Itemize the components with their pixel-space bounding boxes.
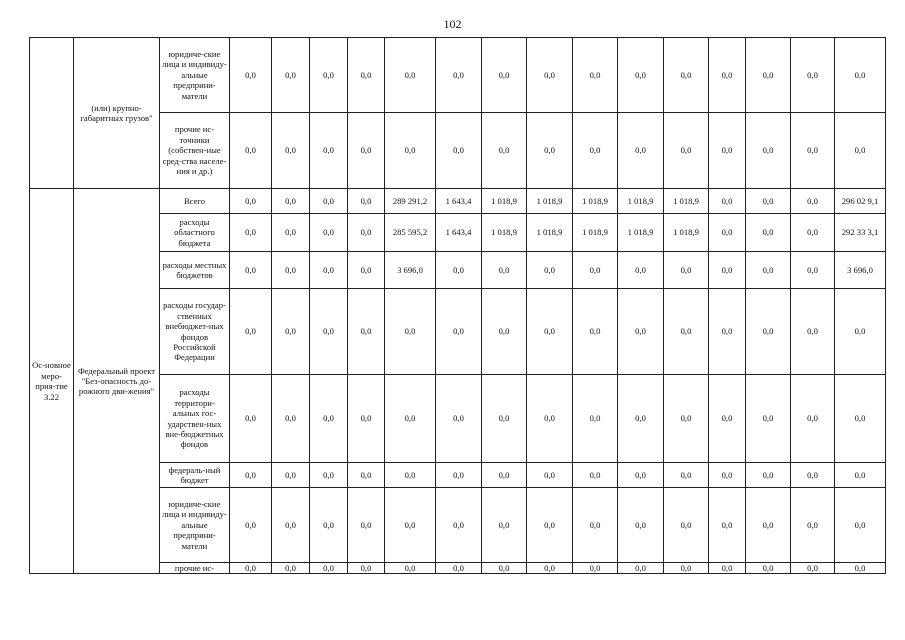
value-cell: 0,0: [348, 289, 385, 375]
value-cell: 0,0: [385, 488, 436, 563]
funding-source-label: расходы областного бюджета: [160, 214, 230, 252]
value-cell: 0,0: [527, 563, 573, 574]
value-cell: 0,0: [385, 113, 436, 189]
value-cell: 0,0: [310, 38, 348, 113]
value-cell: 0,0: [709, 38, 746, 113]
value-cell: 0,0: [791, 189, 835, 214]
value-cell: 0,0: [746, 38, 791, 113]
value-cell: 0,0: [310, 488, 348, 563]
funding-source-label: расходы государ-ственных внебюджет-ных фондов Российской Федерации: [160, 289, 230, 375]
value-cell: 1 018,9: [618, 214, 664, 252]
value-cell: 0,0: [746, 463, 791, 488]
value-cell: 0,0: [348, 189, 385, 214]
value-cell: 0,0: [272, 113, 310, 189]
value-cell: 0,0: [385, 38, 436, 113]
value-cell: 1 018,9: [527, 189, 573, 214]
value-cell: 0,0: [835, 289, 886, 375]
value-cell: 0,0: [746, 289, 791, 375]
value-cell: 0,0: [348, 214, 385, 252]
value-cell: 0,0: [791, 563, 835, 574]
value-cell: 0,0: [573, 38, 618, 113]
value-cell: 0,0: [436, 488, 482, 563]
value-cell: 0,0: [664, 375, 709, 463]
value-cell: 1 643,4: [436, 214, 482, 252]
value-cell: 0,0: [527, 463, 573, 488]
value-cell: 0,0: [310, 563, 348, 574]
value-cell: 292 33 3,1: [835, 214, 886, 252]
value-cell: 285 595,2: [385, 214, 436, 252]
value-cell: 0,0: [791, 113, 835, 189]
value-cell: 1 018,9: [664, 214, 709, 252]
value-cell: 0,0: [272, 214, 310, 252]
value-cell: 0,0: [436, 563, 482, 574]
value-cell: 0,0: [310, 214, 348, 252]
value-cell: 0,0: [385, 463, 436, 488]
value-cell: 0,0: [310, 375, 348, 463]
value-cell: 0,0: [709, 463, 746, 488]
value-cell: 0,0: [618, 289, 664, 375]
value-cell: 0,0: [791, 463, 835, 488]
value-cell: 0,0: [746, 214, 791, 252]
value-cell: 0,0: [348, 375, 385, 463]
value-cell: 0,0: [436, 38, 482, 113]
value-cell: 0,0: [791, 252, 835, 289]
value-cell: 0,0: [791, 375, 835, 463]
value-cell: 0,0: [573, 488, 618, 563]
value-cell: 1 018,9: [573, 189, 618, 214]
value-cell: 0,0: [348, 113, 385, 189]
value-cell: 0,0: [310, 289, 348, 375]
value-cell: 0,0: [664, 252, 709, 289]
value-cell: 0,0: [310, 252, 348, 289]
event-label: Ос-новное меро-прия-тие 3.22: [30, 189, 74, 574]
value-cell: 0,0: [436, 463, 482, 488]
event-cell-continued: [30, 38, 74, 189]
project-name: Федеральный проект "Без-опасность до-рожного дви-жения": [74, 189, 160, 574]
value-cell: 0,0: [527, 252, 573, 289]
value-cell: 0,0: [527, 488, 573, 563]
value-cell: 0,0: [348, 252, 385, 289]
value-cell: 0,0: [709, 252, 746, 289]
value-cell: 0,0: [573, 113, 618, 189]
value-cell: 0,0: [272, 375, 310, 463]
value-cell: 0,0: [436, 113, 482, 189]
value-cell: 0,0: [746, 189, 791, 214]
value-cell: 0,0: [310, 113, 348, 189]
value-cell: 0,0: [573, 252, 618, 289]
value-cell: 0,0: [436, 289, 482, 375]
value-cell: 0,0: [746, 252, 791, 289]
value-cell: 0,0: [310, 463, 348, 488]
value-cell: 0,0: [664, 463, 709, 488]
value-cell: 0,0: [746, 488, 791, 563]
value-cell: 0,0: [835, 488, 886, 563]
value-cell: 0,0: [230, 189, 272, 214]
value-cell: 0,0: [348, 38, 385, 113]
funding-source-label: Всего: [160, 189, 230, 214]
value-cell: 0,0: [709, 189, 746, 214]
value-cell: 0,0: [835, 113, 886, 189]
value-cell: 0,0: [348, 463, 385, 488]
value-cell: 0,0: [709, 488, 746, 563]
value-cell: 0,0: [618, 463, 664, 488]
value-cell: 0,0: [746, 375, 791, 463]
value-cell: 3 696,0: [385, 252, 436, 289]
value-cell: 1 018,9: [482, 214, 527, 252]
value-cell: 0,0: [835, 375, 886, 463]
value-cell: 0,0: [573, 289, 618, 375]
value-cell: 0,0: [618, 375, 664, 463]
value-cell: 0,0: [230, 375, 272, 463]
table-row: [30, 38, 886, 113]
value-cell: 0,0: [230, 38, 272, 113]
value-cell: 0,0: [310, 189, 348, 214]
value-cell: 0,0: [272, 252, 310, 289]
value-cell: 0,0: [791, 289, 835, 375]
value-cell: 0,0: [230, 214, 272, 252]
value-cell: 296 02 9,1: [835, 189, 886, 214]
value-cell: 1 018,9: [482, 189, 527, 214]
value-cell: 0,0: [618, 113, 664, 189]
value-cell: 0,0: [709, 289, 746, 375]
value-cell: 0,0: [230, 463, 272, 488]
value-cell: 0,0: [573, 563, 618, 574]
value-cell: 0,0: [436, 375, 482, 463]
funding-source-label: федераль-ный бюджет: [160, 463, 230, 488]
value-cell: 0,0: [230, 289, 272, 375]
value-cell: 0,0: [482, 488, 527, 563]
value-cell: 1 018,9: [664, 189, 709, 214]
value-cell: 0,0: [272, 463, 310, 488]
value-cell: 0,0: [746, 563, 791, 574]
value-cell: 0,0: [272, 38, 310, 113]
value-cell: 0,0: [272, 189, 310, 214]
value-cell: 1 018,9: [527, 214, 573, 252]
value-cell: 0,0: [482, 252, 527, 289]
value-cell: 0,0: [482, 38, 527, 113]
value-cell: 0,0: [618, 252, 664, 289]
value-cell: 0,0: [618, 38, 664, 113]
table-row: [30, 189, 886, 214]
funding-source-label: прочие ис-: [160, 563, 230, 574]
value-cell: 0,0: [230, 563, 272, 574]
value-cell: 0,0: [709, 375, 746, 463]
value-cell: 1 643,4: [436, 189, 482, 214]
value-cell: 0,0: [482, 563, 527, 574]
value-cell: 0,0: [385, 563, 436, 574]
value-cell: 0,0: [709, 113, 746, 189]
value-cell: 0,0: [709, 214, 746, 252]
value-cell: 0,0: [709, 563, 746, 574]
page-number: 102: [443, 17, 462, 31]
table-body: [30, 38, 886, 574]
funding-source-label: юридиче-ские лица и индивиду-альные предприни-матели: [160, 488, 230, 563]
value-cell: 0,0: [835, 463, 886, 488]
value-cell: 0,0: [664, 113, 709, 189]
value-cell: 0,0: [835, 563, 886, 574]
budget-table: [29, 37, 886, 574]
funding-source-label: расходы территори-альных гос-ударствен-ных вне-бюджетных фондов: [160, 375, 230, 463]
value-cell: 0,0: [272, 488, 310, 563]
value-cell: 0,0: [791, 214, 835, 252]
value-cell: 0,0: [664, 563, 709, 574]
value-cell: 0,0: [348, 563, 385, 574]
value-cell: 0,0: [664, 488, 709, 563]
value-cell: 0,0: [618, 563, 664, 574]
value-cell: 0,0: [664, 38, 709, 113]
value-cell: 0,0: [791, 38, 835, 113]
value-cell: 0,0: [482, 375, 527, 463]
value-cell: 289 291,2: [385, 189, 436, 214]
value-cell: 0,0: [527, 375, 573, 463]
value-cell: 0,0: [618, 488, 664, 563]
value-cell: 0,0: [527, 38, 573, 113]
funding-source-label: юридиче-ские лица и индивиду-альные предприни-матели: [160, 38, 230, 113]
value-cell: 3 696,0: [835, 252, 886, 289]
value-cell: 0,0: [272, 289, 310, 375]
value-cell: 0,0: [272, 563, 310, 574]
value-cell: 0,0: [230, 113, 272, 189]
value-cell: 0,0: [835, 38, 886, 113]
project-name-continued: (или) крупно-габаритных грузов": [74, 38, 160, 189]
value-cell: 0,0: [791, 488, 835, 563]
value-cell: 0,0: [527, 289, 573, 375]
value-cell: 0,0: [746, 113, 791, 189]
value-cell: 0,0: [482, 289, 527, 375]
funding-source-label: прочие ис-точники (собствен-ные сред-ства населе-ния и др.): [160, 113, 230, 189]
value-cell: 0,0: [482, 463, 527, 488]
value-cell: 0,0: [482, 113, 527, 189]
value-cell: 1 018,9: [618, 189, 664, 214]
value-cell: 0,0: [573, 463, 618, 488]
value-cell: 0,0: [230, 488, 272, 563]
value-cell: 1 018,9: [573, 214, 618, 252]
value-cell: 0,0: [527, 113, 573, 189]
value-cell: 0,0: [230, 252, 272, 289]
funding-source-label: расходы местных бюджетов: [160, 252, 230, 289]
value-cell: 0,0: [348, 488, 385, 563]
value-cell: 0,0: [385, 375, 436, 463]
value-cell: 0,0: [436, 252, 482, 289]
value-cell: 0,0: [573, 375, 618, 463]
value-cell: 0,0: [664, 289, 709, 375]
value-cell: 0,0: [385, 289, 436, 375]
